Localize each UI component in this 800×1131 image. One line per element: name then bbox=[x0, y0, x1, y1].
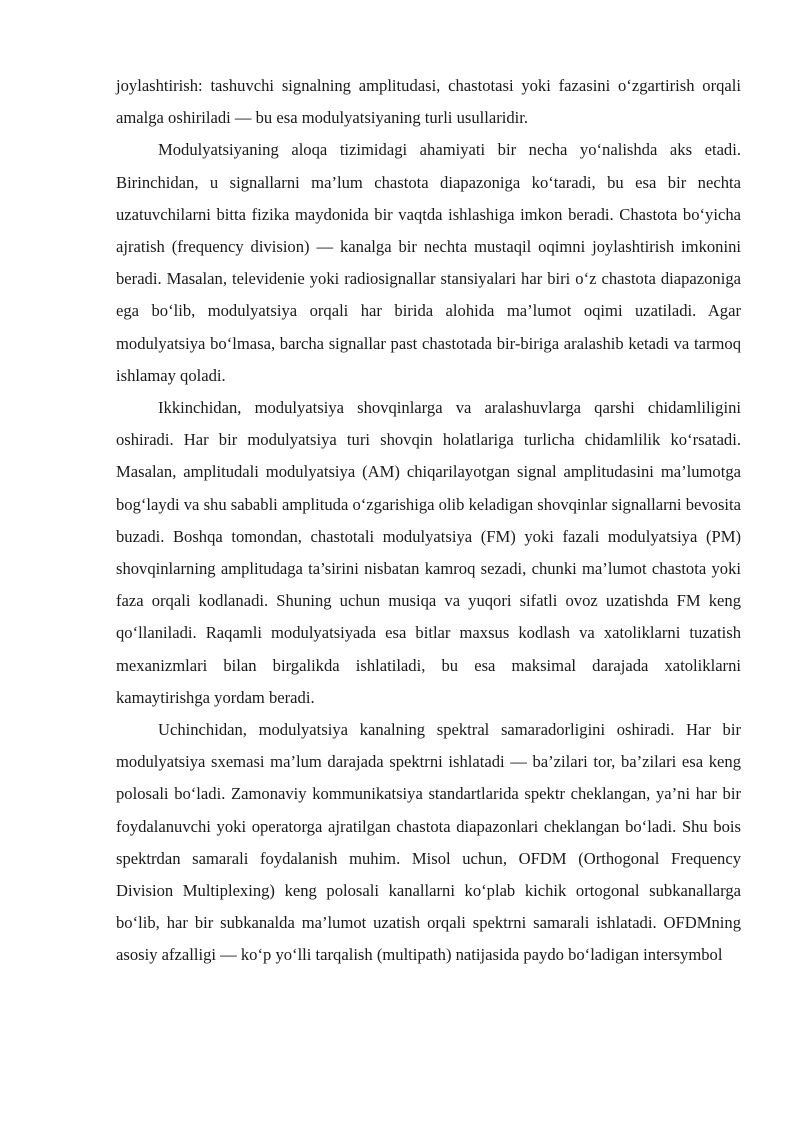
paragraph-spectral-efficiency: Uchinchidan, modulyatsiya kanalning spektral samaradorligini oshiradi. Har bir modulyatsiya sxemasi ma’lum darajada spektrni ishlatadi — ba’zilari tor, ba’zilari esa keng polosali bo‘ladi. Zamonaviy kommunikatsiya standartlarida spektr cheklangan, ya’ni har bir foydalanuvchi yoki operatorga ajratilgan chastota diapazonlari cheklangan bo‘ladi. Shu bois spektrdan samarali foydalanish muhim. Misol uchun, OFDM (Orthogonal Frequency Division Multiplexing) keng polosali kanallarni ko‘plab kichik ortogonal subkanallarga bo‘lib, har bir subkanalda ma’lumot uzatish orqali spektrni samarali ishlatadi. OFDMning asosiy afzalligi — ko‘p yo‘lli tarqalish (multipath) natijasida paydo bo‘ladigan intersymbol bbox=[116, 720, 741, 965]
paragraph-noise-resistance: Ikkinchidan, modulyatsiya shovqinlarga va aralashuvlarga qarshi chidamliligini oshiradi. Har bir modulyatsiya turi shovqin holatlariga turlicha chidamlilik ko‘rsatadi. Masalan, amplitudali modulyatsiya (AM) chiqarilayotgan signal amplitudasini ma’lumotga bog‘laydi va shu sababli amplituda o‘zgarishiga olib keladigan shovqinlar signallarni bevosita buzadi. Boshqa tomondan, chastotali modulyatsiya (FM) yoki fazali modulyatsiya (PM) shovqinlarning amplitudaga ta’sirini nisbatan kamroq sezadi, chunki ma’lumot chastota yoki faza orqali kodlanadi. Shuning uchun musiqa va yuqori sifatli ovoz uzatishda FM keng qo‘llaniladi. Raqamli modulyatsiyada esa bitlar maxsus kodlash va xatoliklarni tuzatish mexanizmlari bilan birgalikda ishlatiladi, bu esa maksimal darajada xatoliklarni kamaytirishga yordam beradi. bbox=[116, 398, 741, 707]
paragraph-continuation: joylashtirish: tashuvchi signalning amplitudasi, chastotasi yoki fazasini o‘zgartirish orqali amalga oshiriladi — bu esa modulyatsiyaning turli usullaridir. bbox=[116, 76, 741, 128]
paragraph-modulation-importance: Modulyatsiyaning aloqa tizimidagi ahamiyati bir necha yo‘nalishda aks etadi. Birinchidan, u signallarni ma’lum chastota diapazoniga ko‘taradi, bu esa bir nechta uzatuvchilarni bitta fizika maydonida bir vaqtda ishlashiga imkon beradi. Chastota bo‘yicha ajratish (frequency division) — kanalga bir nechta mustaqil oqimni joylashtirish imkonini beradi. Masalan, televidenie yoki radiosignallar stansiyalari har biri o‘z chastota diapazoniga ega bo‘lib, modulyatsiya orqali har birida alohida ma’lumot oqimi uzatiladi. Agar modulyatsiya bo‘lmasa, barcha signallar past chastotada bir-biriga aralashib ketadi va tarmoq ishlamay qoladi. bbox=[116, 140, 741, 385]
document-page bbox=[116, 70, 741, 972]
